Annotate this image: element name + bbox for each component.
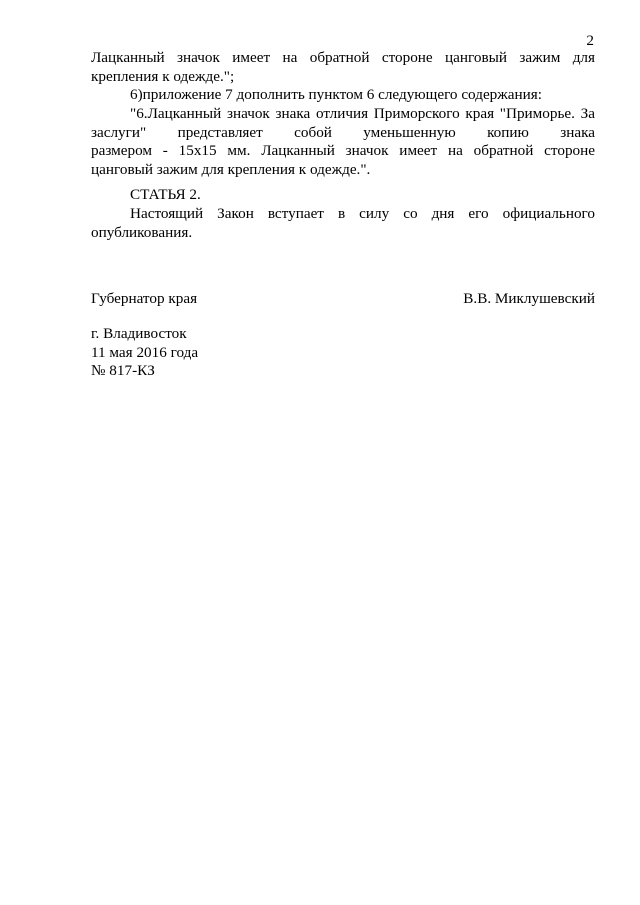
item-6-intro: 6)приложение 7 дополнить пунктом 6 следующего содержания: — [130, 86, 542, 103]
paragraph-line: крепления к одежде."; — [91, 67, 235, 85]
law-number: № 817-КЗ — [91, 362, 155, 379]
article-2-heading: СТАТЬЯ 2. — [130, 186, 201, 203]
paragraph-line: опубликования. — [91, 223, 193, 241]
document-footer — [91, 325, 198, 381]
article-2-text — [91, 205, 595, 242]
page-number: 2 — [586, 32, 594, 49]
paragraph-line: Настоящий Закон вступает в силу со дня его официального — [130, 205, 595, 222]
signatory-name: В.В. Миклушевский — [463, 290, 595, 307]
item-6-text — [91, 105, 595, 179]
paragraph-line: заслуги" представляет собой уменьшенную копию знака — [91, 123, 595, 141]
paragraph-line: размером - 15x15 мм. Лацканный значок имеет на обратной стороне — [91, 142, 595, 159]
paragraph-line: Лацканный значок имеет на обратной стороне цанговый зажим для — [91, 49, 595, 66]
signing-date: 11 мая 2016 года — [91, 343, 199, 361]
continuation-paragraph — [91, 49, 595, 86]
paragraph-line: "6.Лацканный значок знака отличия Приморского края "Приморье. За — [130, 105, 595, 122]
signatory-position: Губернатор края — [91, 290, 198, 307]
place-of-signing: г. Владивосток — [91, 325, 187, 342]
paragraph-line: цанговый зажим для крепления к одежде.". — [91, 160, 371, 178]
